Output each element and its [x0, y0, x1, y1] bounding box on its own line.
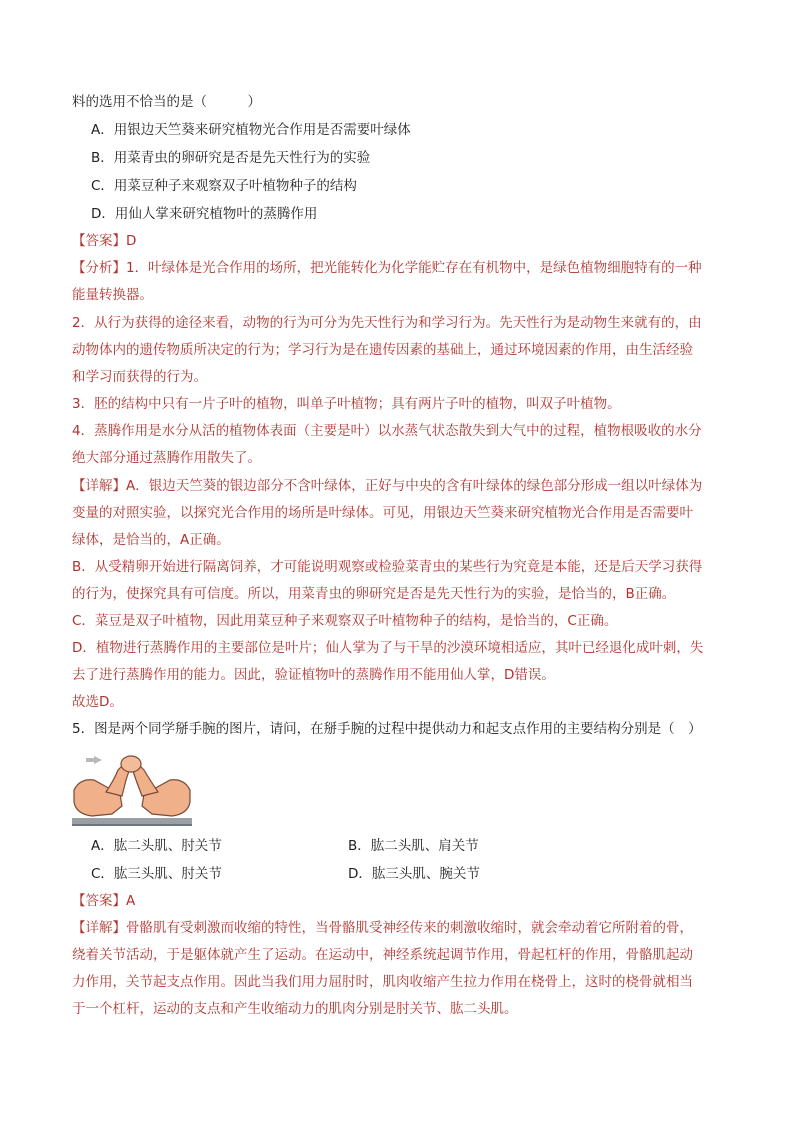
detail-text: A．银边天竺葵的银边部分不含叶绿体，正好与中央的含有叶绿体的绿色部分形成一组以叶绿体为 — [126, 478, 703, 494]
answer-value: D — [126, 233, 137, 249]
q5-detail-line-3: 力作用，关节起支点作用。因此当我们用力屈肘时，肌肉收缩产生拉力作用在桡骨上，这时的桡骨就相当 — [72, 974, 693, 990]
arm-wrestling-illustration — [72, 750, 192, 828]
q5-option-b: B．肱二头肌、肩关节 — [348, 838, 479, 854]
q4-option-b: B．用菜青虫的卵研究是否是先天性行为的实验 — [91, 150, 371, 166]
detail-tag: 【详解】 — [72, 478, 126, 494]
q5-detail-line-2: 绕着关节活动，于是躯体就产生了运动。在运动中，神经系统起调节作用，骨起杠杆的作用，骨骼肌起动 — [72, 947, 693, 963]
q4-analysis-line-1 — [72, 258, 702, 278]
q4-analysis-line-6: 3．胚的结构中只有一片子叶的植物，叫单子叶植物；具有两片子叶的植物，叫双子叶植物。 — [72, 396, 621, 412]
analysis-tag: 【分析】 — [72, 260, 126, 276]
q4-detail-line-9: 故选D。 — [72, 694, 123, 710]
q4-detail-line-7: D．植物进行蒸腾作用的主要部位是叶片；仙人掌为了与干旱的沙漠环境相适应，其叶已经退化成叶刺，失 — [72, 640, 704, 656]
q4-detail-line-8: 去了进行蒸腾作用的能力。因此，验证植物叶的蒸腾作用不能用仙人掌，D错误。 — [72, 667, 555, 683]
q4-option-c: C．用菜豆种子来观察双子叶植物种子的结构 — [91, 178, 357, 194]
q4-analysis-line-7: 4．蒸腾作用是水分从活的植物体表面（主要是叶）以水蒸气状态散失到大气中的过程，植物根吸收的水分 — [72, 423, 702, 439]
q5-option-d: D．肱三头肌、腕关节 — [348, 866, 480, 882]
q5-stem: 5．图是两个同学掰手腕的图片，请问，在掰手腕的过程中提供动力和起支点作用的主要结构分别是（ ） — [72, 721, 702, 737]
q4-option-a: A．用银边天竺葵来研究植物光合作用是否需要叶绿体 — [91, 122, 411, 138]
q4-detail-line-5: 的行为，使探究具有可信度。所以，用菜青虫的卵研究是否是先天性行为的实验，是恰当的，B正确。 — [72, 586, 676, 602]
q4-analysis-line-2: 能量转换器。 — [72, 287, 153, 303]
q4-analysis-line-4: 动物体内的遗传物质所决定的行为；学习行为是在遗传因素的基础上，通过环境因素的作用，由生活经验 — [72, 342, 693, 358]
detail-text: 骨骼肌有受刺激而收缩的特性，当骨骼肌受神经传来的刺激收缩时，就会牵动着它所附着的骨， — [126, 920, 693, 936]
q4-detail-line-6: C．菜豆是双子叶植物，因此用菜豆种子来观察双子叶植物种子的结构，是恰当的，C正确。 — [72, 613, 618, 629]
q4-analysis-line-3: 2．从行为获得的途径来看，动物的行为可分为先天性行为和学习行为。先天性行为是动物生来就有的，由 — [72, 315, 702, 331]
q5-detail-line-4: 于一个杠杆，运动的支点和产生收缩动力的肌肉分别是肘关节、肱二头肌。 — [72, 1001, 518, 1017]
q4-analysis-line-5: 和学习而获得的行为。 — [72, 369, 207, 385]
analysis-text: 1．叶绿体是光合作用的场所，把光能转化为化学能贮存在有机物中，是绿色植物细胞特有的一种 — [126, 260, 702, 276]
q4-detail-line-2: 变量的对照实验，以探究光合作用的场所是叶绿体。可见，用银边天竺葵来研究植物光合作用是否需要叶 — [72, 505, 693, 521]
answer-tag: 【答案】 — [72, 233, 126, 249]
q4-detail-line-4: B．从受精卵开始进行隔离饲养，才可能说明观察或检验菜青虫的某些行为究竟是本能，还是后天学习获得 — [72, 559, 703, 575]
q4-detail-line-1 — [72, 476, 702, 496]
q5-detail-line-1 — [72, 918, 693, 938]
detail-tag: 【详解】 — [72, 920, 126, 936]
q5-answer — [72, 891, 135, 911]
q4-analysis-line-8: 绝大部分通过蒸腾作用散失了。 — [72, 450, 261, 466]
q4-answer — [72, 231, 136, 251]
q5-option-c: C．肱三头肌、肘关节 — [91, 866, 222, 882]
answer-tag: 【答案】 — [72, 893, 126, 909]
q4-stem-tail: 料的选用不恰当的是（ ） — [72, 94, 261, 110]
q4-option-d: D．用仙人掌来研究植物叶的蒸腾作用 — [91, 206, 318, 222]
q5-option-a: A．肱二头肌、肘关节 — [91, 838, 222, 854]
answer-value: A — [126, 893, 136, 909]
q4-detail-line-3: 绿体，是恰当的，A正确。 — [72, 532, 230, 548]
